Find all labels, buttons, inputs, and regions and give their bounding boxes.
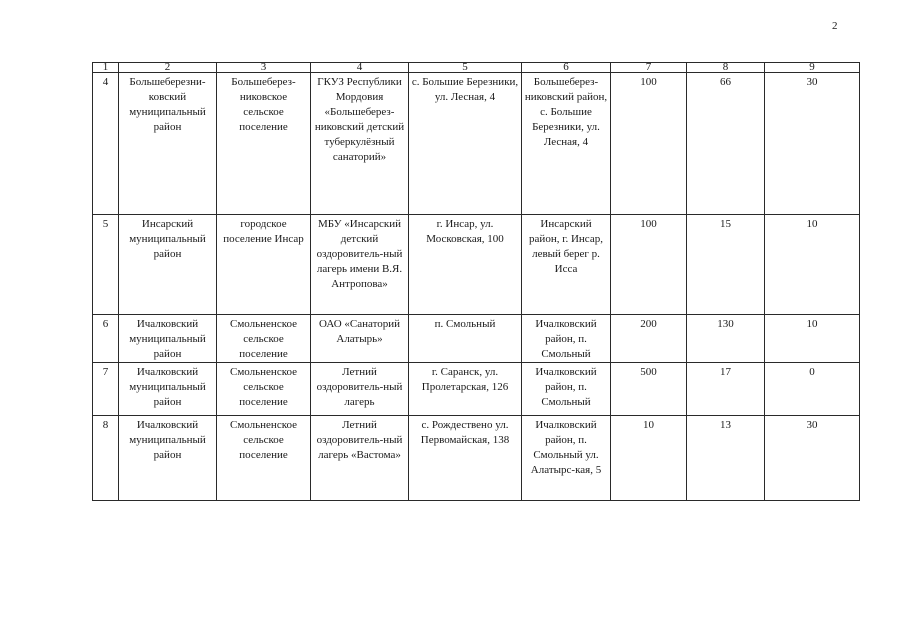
settlement-cell: городское поселение Инсар (217, 215, 311, 315)
location-cell: Большеберез-никовский район, с. Большие Березники, ул. Лесная, 4 (522, 73, 611, 215)
row-number: 4 (93, 73, 119, 215)
address-cell: г. Саранск, ул. Пролетарская, 126 (409, 363, 522, 416)
value-cell-9: 0 (765, 363, 860, 416)
value-cell-8: 66 (687, 73, 765, 215)
value-cell-9: 10 (765, 215, 860, 315)
table-row (93, 73, 860, 215)
settlement-cell: Смольненское сельское поселение (217, 363, 311, 416)
header-cell: 5 (409, 63, 522, 73)
address-cell: с. Большие Березники, ул. Лесная, 4 (409, 73, 522, 215)
facilities-table (92, 62, 860, 501)
page-number: 2 (832, 20, 838, 32)
value-cell-8: 130 (687, 315, 765, 363)
value-cell-7: 100 (611, 215, 687, 315)
settlement-cell: Смольненское сельское поселение (217, 315, 311, 363)
settlement-cell: Большеберез-никовское сельское поселение (217, 73, 311, 215)
location-cell: Ичалковский район, п. Смольный (522, 363, 611, 416)
institution-cell: ОАО «Санаторий Алатырь» (311, 315, 409, 363)
institution-cell: ГКУЗ Республики Мордовия «Большеберез-никовский детский туберкулёзный санаторий» (311, 73, 409, 215)
district-cell: Большеберезни-ковский муниципальный район (119, 73, 217, 215)
value-cell-9: 30 (765, 73, 860, 215)
table-row (93, 363, 860, 416)
header-cell: 9 (765, 63, 860, 73)
header-cell: 7 (611, 63, 687, 73)
location-cell: Ичалковский район, п. Смольный (522, 315, 611, 363)
header-cell: 6 (522, 63, 611, 73)
row-number: 6 (93, 315, 119, 363)
district-cell: Инсарский муниципальный район (119, 215, 217, 315)
settlement-cell: Смольненское сельское поселение (217, 416, 311, 501)
value-cell-7: 500 (611, 363, 687, 416)
header-cell: 1 (93, 63, 119, 73)
header-cell: 3 (217, 63, 311, 73)
address-cell: с. Рождествено ул. Первомайская, 138 (409, 416, 522, 501)
district-cell: Ичалковский муниципальный район (119, 416, 217, 501)
institution-cell: Летний оздоровитель-ный лагерь (311, 363, 409, 416)
district-cell: Ичалковский муниципальный район (119, 315, 217, 363)
header-cell: 2 (119, 63, 217, 73)
table-row (93, 315, 860, 363)
location-cell: Инсарский район, г. Инсар, левый берег р. Исса (522, 215, 611, 315)
table-row (93, 215, 860, 315)
value-cell-8: 13 (687, 416, 765, 501)
row-number: 5 (93, 215, 119, 315)
value-cell-9: 30 (765, 416, 860, 501)
address-cell: п. Смольный (409, 315, 522, 363)
value-cell-9: 10 (765, 315, 860, 363)
row-number: 8 (93, 416, 119, 501)
address-cell: г. Инсар, ул. Московская, 100 (409, 215, 522, 315)
institution-cell: Летний оздоровитель-ный лагерь «Вастома» (311, 416, 409, 501)
value-cell-7: 100 (611, 73, 687, 215)
institution-cell: МБУ «Инсарский детский оздоровитель-ный лагерь имени В.Я. Антропова» (311, 215, 409, 315)
row-number: 7 (93, 363, 119, 416)
header-cell: 8 (687, 63, 765, 73)
header-row (93, 63, 860, 73)
value-cell-7: 10 (611, 416, 687, 501)
table-row (93, 416, 860, 501)
header-cell: 4 (311, 63, 409, 73)
value-cell-7: 200 (611, 315, 687, 363)
location-cell: Ичалковский район, п. Смольный ул. Алатырс-кая, 5 (522, 416, 611, 501)
value-cell-8: 15 (687, 215, 765, 315)
district-cell: Ичалковский муниципальный район (119, 363, 217, 416)
value-cell-8: 17 (687, 363, 765, 416)
